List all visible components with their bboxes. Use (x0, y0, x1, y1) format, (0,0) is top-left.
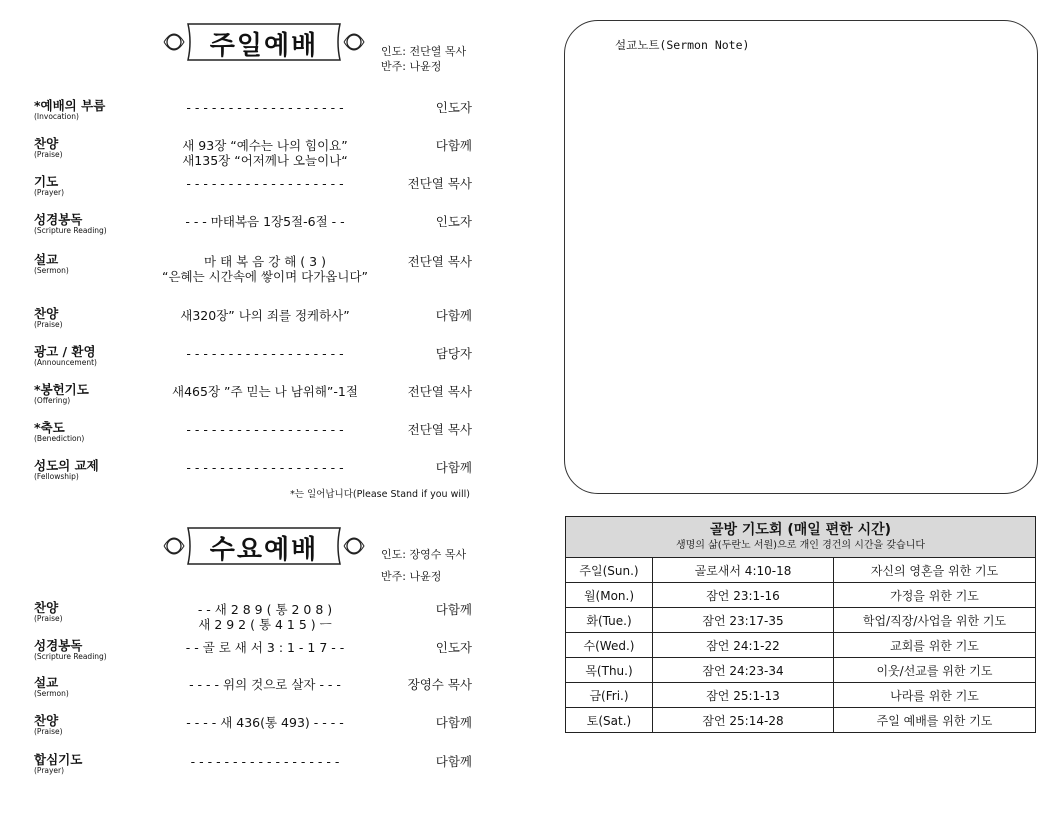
item-detail-line1: - - - - - - - - - - - - - - - - - - - (186, 460, 344, 475)
item-name-english: (Prayer) (34, 188, 65, 197)
passage-cell: 잠언 25:14-28 (653, 708, 834, 733)
item-name: 합심기도 (34, 752, 83, 767)
item-detail (160, 422, 370, 437)
item-leader: 전단열 목사 (407, 254, 472, 269)
wednesday-row (34, 673, 474, 707)
item-leader: 다함께 (435, 460, 472, 475)
sunday-row (34, 134, 474, 168)
sunday-row (34, 342, 474, 376)
item-leader: 전단열 목사 (407, 422, 472, 437)
day-cell: 금(Fri.) (566, 683, 653, 708)
sunday-row (34, 380, 474, 414)
item-detail (160, 754, 370, 769)
sunday-row (34, 304, 474, 338)
day-cell: 수(Wed.) (566, 633, 653, 658)
item-detail (160, 176, 370, 191)
topic-cell: 가정을 위한 기도 (834, 583, 1036, 608)
item-name-english: (Sermon) (34, 689, 69, 698)
prayer-meeting-table (565, 516, 1036, 733)
item-name-english: (Announcement) (34, 358, 97, 367)
item-name-english: (Praise) (34, 614, 63, 623)
item-detail-line1: - - - - 새 436(통 493) - - - - (186, 715, 344, 730)
item-leader: 인도자 (435, 214, 472, 229)
day-cell: 목(Thu.) (566, 658, 653, 683)
item-name-english: (Praise) (34, 320, 63, 329)
topic-cell: 주일 예배를 위한 기도 (834, 708, 1036, 733)
prayer-row (566, 683, 1036, 708)
topic-cell: 자신의 영혼을 위한 기도 (834, 558, 1036, 583)
prayer-meeting-title: 골방 기도회 (매일 편한 시간) (709, 522, 892, 538)
item-leader: 다함께 (435, 308, 472, 323)
item-name-english: (Invocation) (34, 112, 79, 121)
stand-footnote: *는 일어납니다(Please Stand if you will) (290, 489, 470, 500)
item-detail (160, 254, 370, 284)
passage-cell: 잠언 24:23-34 (653, 658, 834, 683)
item-detail-line1: - - - - - - - - - - - - - - - - - - - (186, 176, 344, 191)
topic-cell: 교회를 위한 기도 (834, 633, 1036, 658)
item-detail-line2: 새135장 “어저께나 오늘이나“ (182, 153, 348, 168)
item-name-english: (Offering) (34, 396, 71, 405)
item-leader: 담당자 (435, 346, 472, 361)
item-leader: 다함께 (435, 715, 472, 730)
sunday-title-frame (160, 18, 368, 66)
item-name: *봉헌기도 (34, 382, 89, 397)
item-name: 찬양 (34, 136, 59, 151)
item-detail-line1: - - - - - - - - - - - - - - - - - - (190, 754, 340, 769)
prayer-row (566, 708, 1036, 733)
prayer-row (566, 558, 1036, 583)
item-name-english: (Sermon) (34, 266, 69, 275)
item-detail-line1: 새 93장 “예수는 나의 힘이요” (182, 138, 348, 153)
item-detail-line1: 새320장” 나의 죄를 정케하사” (180, 308, 350, 323)
item-name: 성도의 교제 (34, 458, 99, 473)
item-detail (160, 460, 370, 475)
sunday-leader: 인도: 전단열 목사 (381, 45, 467, 58)
prayer-meeting-subtitle: 생명의 삶(두란노 서원)으로 개인 경건의 시간을 갖습니다 (675, 540, 926, 551)
day-cell: 토(Sat.) (566, 708, 653, 733)
item-leader: 전단열 목사 (407, 176, 472, 191)
item-leader: 다함께 (435, 138, 472, 153)
item-detail (160, 384, 370, 399)
item-leader: 인도자 (435, 640, 472, 655)
sunday-row (34, 250, 474, 284)
wednesday-title-frame (160, 522, 368, 570)
item-detail-line1: - - - - - - - - - - - - - - - - - - - (186, 346, 344, 361)
prayer-row (566, 658, 1036, 683)
item-detail-line1: - - - - - - - - - - - - - - - - - - - (186, 100, 344, 115)
item-name: 광고 / 환영 (34, 344, 96, 359)
prayer-row (566, 608, 1036, 633)
item-name: 성경봉독 (34, 638, 83, 653)
item-name: 찬양 (34, 713, 59, 728)
topic-cell: 나라를 위한 기도 (834, 683, 1036, 708)
day-cell: 월(Mon.) (566, 583, 653, 608)
sunday-row (34, 210, 474, 244)
item-name: 설교 (34, 252, 59, 267)
wednesday-row (34, 636, 474, 670)
sunday-row (34, 172, 474, 206)
topic-cell: 학업/직장/사업을 위한 기도 (834, 608, 1036, 633)
item-name: 찬양 (34, 600, 59, 615)
passage-cell: 잠언 25:1-13 (653, 683, 834, 708)
item-detail-line2: “은혜는 시간속에 쌓이며 다가옵니다” (162, 269, 368, 284)
topic-cell: 이웃/선교를 위한 기도 (834, 658, 1036, 683)
wednesday-accompanist: 반주: 나윤정 (381, 570, 442, 583)
sunday-accompanist: 반주: 나윤정 (381, 60, 442, 73)
item-detail-line1: 마 태 복 음 강 해 ( 3 ) (204, 254, 326, 269)
item-leader: 전단열 목사 (407, 384, 472, 399)
day-cell: 화(Tue.) (566, 608, 653, 633)
sunday-row (34, 418, 474, 452)
prayer-table-header (566, 517, 1036, 558)
wednesday-row (34, 750, 474, 784)
day-cell: 주일(Sun.) (566, 558, 653, 583)
sunday-row (34, 456, 474, 490)
item-name-english: (Scripture Reading) (34, 226, 107, 235)
item-leader: 인도자 (435, 100, 472, 115)
item-detail (160, 640, 370, 655)
item-detail (160, 346, 370, 361)
item-detail (160, 138, 370, 168)
item-name-english: (Prayer) (34, 766, 65, 775)
passage-cell: 잠언 23:1-16 (653, 583, 834, 608)
passage-cell: 잠언 23:17-35 (653, 608, 834, 633)
item-detail (160, 677, 370, 692)
item-detail-line1: 새465장 ”주 믿는 나 남위해”-1절 (172, 384, 358, 399)
item-name: *예배의 부름 (34, 98, 106, 113)
wednesday-leader: 인도: 장영수 목사 (381, 548, 467, 561)
passage-cell: 골로새서 4:10-18 (653, 558, 834, 583)
item-leader: 다함께 (435, 754, 472, 769)
item-name-english: (Praise) (34, 150, 63, 159)
item-detail (160, 214, 370, 229)
item-detail-line2: 새 2 9 2 ( 통 4 1 5 ) ㅡ (198, 617, 332, 632)
item-name: 설교 (34, 675, 59, 690)
item-name-english: (Benediction) (34, 434, 85, 443)
item-name: 성경봉독 (34, 212, 83, 227)
sermon-note-box[interactable] (564, 20, 1038, 494)
wednesday-row (34, 711, 474, 745)
prayer-row (566, 583, 1036, 608)
sunday-title: 주일예배 (209, 31, 319, 61)
item-detail-line1: - - - - 위의 것으로 살자 - - - (189, 677, 341, 692)
item-name-english: (Fellowship) (34, 472, 79, 481)
item-leader: 다함께 (435, 602, 472, 617)
item-detail (160, 715, 370, 730)
item-detail-line1: - - 새 2 8 9 ( 통 2 0 8 ) (197, 602, 333, 617)
wednesday-row (34, 598, 474, 632)
prayer-row (566, 633, 1036, 658)
item-name-english: (Praise) (34, 727, 63, 736)
sermon-note-label: 설교노트(Sermon Note) (615, 38, 750, 52)
sunday-row (34, 96, 474, 130)
item-name-english: (Scripture Reading) (34, 652, 107, 661)
passage-cell: 잠언 24:1-22 (653, 633, 834, 658)
item-detail (160, 100, 370, 115)
item-detail (160, 308, 370, 323)
item-detail-line1: - - - - - - - - - - - - - - - - - - - (186, 422, 344, 437)
item-detail-line1: - - 골 로 새 서 3 : 1 - 1 7 - - (185, 640, 345, 655)
item-leader: 장영수 목사 (407, 677, 472, 692)
item-name: 찬양 (34, 306, 59, 321)
item-detail-line1: - - - 마태복음 1장5절-6절 - - (185, 214, 345, 229)
item-name: 기도 (34, 174, 59, 189)
item-name: *축도 (34, 420, 65, 435)
item-detail (160, 602, 370, 632)
wednesday-title: 수요예배 (209, 535, 319, 565)
